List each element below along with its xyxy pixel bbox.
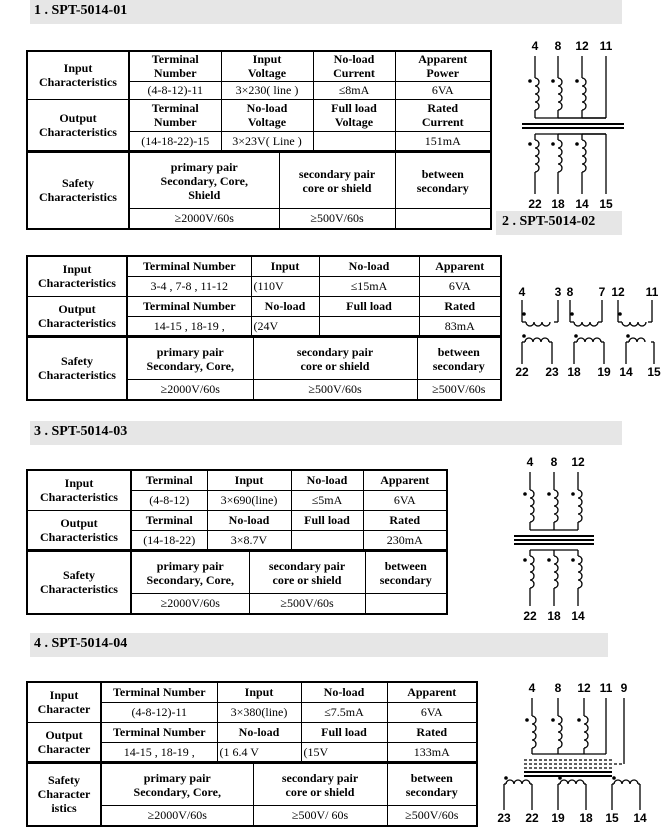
header-between-secondary: between secondary — [387, 764, 477, 806]
cell-value: (4-8-12)-11 — [129, 81, 221, 99]
header-secondary-pair: secondary pair core or shield — [253, 338, 417, 380]
header-terminal: Terminal Number — [101, 682, 217, 702]
section-title: 3 . SPT-5014-03 — [34, 424, 128, 439]
cell-value: ≥500V/ 60s — [253, 806, 387, 826]
header-rated-current: Rated Current — [395, 99, 491, 131]
polarity-dot — [551, 718, 555, 722]
winding — [554, 490, 558, 522]
polarity-dot — [523, 558, 527, 562]
header-noload-voltage: No-load Voltage — [221, 99, 313, 131]
pin-label-12: 12 — [577, 681, 591, 695]
header-terminal: Terminal — [131, 470, 207, 490]
polarity-dot — [547, 492, 551, 496]
cell-value: 3-4 , 7-8 , 11-12 — [127, 276, 251, 296]
winding — [558, 140, 562, 172]
transformer-diagram-4 — [494, 680, 664, 826]
cell-value: 14-15 , 18-19 , — [127, 316, 251, 336]
pin-label-22: 22 — [528, 197, 542, 211]
cell-value: (15V — [301, 742, 387, 762]
winding — [582, 140, 586, 172]
safety-label: Safety Character istics — [27, 764, 101, 826]
spec-table-3-safety — [26, 551, 448, 615]
pin-label-22: 22 — [515, 365, 529, 379]
header-fullload: Full load — [319, 296, 419, 316]
winding — [577, 338, 601, 342]
input-label: Input Character — [27, 682, 101, 722]
pin-label-7: 7 — [598, 285, 606, 299]
cell-value: ≥500V/60s — [253, 380, 417, 400]
spec-table-4 — [26, 681, 478, 763]
header-noload: No-load — [217, 722, 301, 742]
pin-label-4: 4 — [518, 285, 526, 299]
header-secondary-pair: secondary pair core or shield — [279, 153, 395, 209]
polarity-dot — [626, 334, 630, 338]
cell-value: ≥500V/60s — [249, 594, 365, 614]
winding — [584, 716, 588, 748]
header-terminal: Terminal Number — [101, 722, 217, 742]
pin-label-8: 8 — [554, 681, 562, 695]
header-noload: No-load — [207, 510, 291, 530]
section-4-header — [30, 633, 608, 657]
polarity-dot — [551, 142, 555, 146]
header-input: Input — [217, 682, 301, 702]
pin-label-9: 9 — [620, 681, 628, 695]
winding — [578, 490, 582, 522]
section-title: 4 . SPT-5014-04 — [34, 636, 128, 651]
output-label: Output Characteristics — [27, 510, 131, 550]
cell-value — [313, 131, 395, 151]
cell-value — [291, 530, 363, 550]
winding — [629, 338, 645, 342]
pin-label-22: 22 — [523, 609, 537, 623]
cell-value: 151mA — [395, 131, 491, 151]
pin-label-18: 18 — [551, 197, 565, 211]
spec-table-2-safety — [26, 337, 502, 401]
cell-value: 6VA — [395, 81, 491, 99]
header-primary-pair: primary pair Secondary, Core, Shield — [129, 153, 279, 209]
pin-label-15: 15 — [599, 197, 613, 211]
winding — [558, 78, 562, 110]
polarity-dot — [575, 142, 579, 146]
winding — [535, 140, 539, 172]
pin-label-15: 15 — [647, 365, 661, 379]
winding — [530, 490, 534, 522]
cell-value: (4-8-12) — [131, 490, 207, 510]
header-primary-pair: primary pair Secondary, Core, — [131, 552, 249, 594]
pin-label-23: 23 — [545, 365, 559, 379]
polarity-dot — [618, 312, 622, 316]
pin-label-19: 19 — [597, 365, 611, 379]
pin-label-3: 3 — [554, 285, 562, 299]
pin-label-14: 14 — [619, 365, 633, 379]
pin-label-14: 14 — [633, 811, 647, 825]
cell-value: 14-15 , 18-19 , — [101, 742, 217, 762]
header-noload: No-load — [251, 296, 319, 316]
header-fullload: Full load — [291, 510, 363, 530]
winding — [622, 322, 646, 326]
winding — [535, 78, 539, 110]
cell-value: ≥500V/60s — [417, 380, 501, 400]
cell-value: ≥2000V/60s — [129, 209, 279, 229]
header-between-secondary: between secondary — [365, 552, 447, 594]
polarity-dot — [547, 558, 551, 562]
polarity-dot — [504, 776, 508, 780]
pin-label-11: 11 — [599, 39, 613, 53]
pin-label-12: 12 — [611, 285, 625, 299]
winding — [574, 322, 598, 326]
pin-label-4: 4 — [531, 39, 539, 53]
header-fullload: Full load — [301, 722, 387, 742]
header-primary-pair: primary pair Secondary, Core, — [101, 764, 253, 806]
polarity-dot — [570, 312, 574, 316]
winding — [614, 780, 638, 784]
winding — [560, 780, 584, 784]
pin-label-14: 14 — [575, 197, 589, 211]
winding — [506, 780, 530, 784]
winding — [525, 338, 549, 342]
pin-label-11: 11 — [599, 681, 613, 695]
section-3-header — [30, 421, 622, 445]
safety-label: Safety Characteristics — [27, 338, 127, 400]
polarity-dot — [528, 79, 532, 83]
winding — [532, 716, 536, 748]
cell-value: ≤15mA — [319, 276, 419, 296]
cell-value: 3×380(line) — [217, 702, 301, 722]
cell-value: 3×23V( Line ) — [221, 131, 313, 151]
transformer-diagram-2 — [514, 284, 664, 380]
header-secondary-pair: secondary pair core or shield — [253, 764, 387, 806]
output-label: Output Characteristics — [27, 296, 127, 336]
cell-value — [365, 594, 447, 614]
winding — [554, 556, 558, 588]
pin-label-8: 8 — [566, 285, 574, 299]
polarity-dot — [528, 142, 532, 146]
input-label: Input Characteristics — [27, 470, 131, 510]
polarity-dot — [577, 718, 581, 722]
pin-label-18: 18 — [579, 811, 593, 825]
pin-label-4: 4 — [526, 455, 534, 469]
output-label: Output Character — [27, 722, 101, 762]
cell-value: 6VA — [419, 276, 501, 296]
header-between-secondary: between secondary — [395, 153, 491, 209]
safety-label: Safety Characteristics — [27, 552, 131, 614]
input-label: Input Characteristics — [27, 256, 127, 296]
safety-label: Safety Characteristics — [27, 153, 129, 229]
section-title: 2 . SPT-5014-02 — [502, 214, 596, 229]
pin-label-8: 8 — [550, 455, 558, 469]
header-rated: Rated — [387, 722, 477, 742]
input-label: Input Characteristics — [27, 51, 129, 99]
header-secondary-pair: secondary pair core or shield — [249, 552, 365, 594]
cell-value: (110V — [251, 276, 319, 296]
pin-label-11: 11 — [645, 285, 659, 299]
cell-value: (1 6.4 V — [217, 742, 301, 762]
cell-value — [319, 316, 419, 336]
polarity-dot — [523, 492, 527, 496]
cell-value: (14-18-22)-15 — [129, 131, 221, 151]
polarity-dot — [551, 79, 555, 83]
section-2-header — [496, 211, 622, 235]
winding — [578, 556, 582, 588]
cell-value: 3×230( line ) — [221, 81, 313, 99]
pin-label-18: 18 — [567, 365, 581, 379]
cell-value: ≥500V/60s — [279, 209, 395, 229]
cell-value: (14-18-22) — [131, 530, 207, 550]
output-label: Output Characteristics — [27, 99, 129, 151]
polarity-dot — [558, 776, 562, 780]
transformer-diagram-3 — [510, 454, 600, 624]
polarity-dot — [522, 312, 526, 316]
cell-value: (24V — [251, 316, 319, 336]
pin-label-22: 22 — [525, 811, 539, 825]
cell-value: 230mA — [363, 530, 447, 550]
polarity-dot — [525, 718, 529, 722]
cell-value: ≤8mA — [313, 81, 395, 99]
pin-label-19: 19 — [551, 811, 565, 825]
spec-table-2 — [26, 255, 502, 337]
cell-value: 83mA — [419, 316, 501, 336]
header-apparent: Apparent — [363, 470, 447, 490]
cell-value: ≤5mA — [291, 490, 363, 510]
pin-label-15: 15 — [605, 811, 619, 825]
header-noload: No-load — [301, 682, 387, 702]
header-noload: No-load — [319, 256, 419, 276]
pin-label-14: 14 — [571, 609, 585, 623]
winding — [530, 556, 534, 588]
spec-table-1-safety — [26, 152, 492, 230]
polarity-dot — [574, 334, 578, 338]
section-1-header — [30, 0, 622, 24]
winding — [526, 322, 550, 326]
cell-value: (4-8-12)-11 — [101, 702, 217, 722]
pin-label-23: 23 — [497, 811, 511, 825]
header-apparent: Apparent — [387, 682, 477, 702]
header-terminal: Terminal — [131, 510, 207, 530]
polarity-dot — [522, 334, 526, 338]
polarity-dot — [571, 558, 575, 562]
cell-value: ≥2000V/60s — [131, 594, 249, 614]
header-apparent-power: Apparent Power — [395, 51, 491, 81]
winding — [582, 78, 586, 110]
polarity-dot — [571, 492, 575, 496]
spec-table-4-safety — [26, 763, 478, 827]
polarity-dot — [612, 776, 616, 780]
spec-table-3 — [26, 469, 448, 551]
spec-table-1 — [26, 50, 492, 152]
pin-label-4: 4 — [528, 681, 536, 695]
transformer-diagram-1 — [520, 36, 630, 212]
header-terminal: Terminal Number — [129, 51, 221, 81]
cell-value: 133mA — [387, 742, 477, 762]
pin-label-18: 18 — [547, 609, 561, 623]
cell-value: ≤7.5mA — [301, 702, 387, 722]
header-input: Input — [251, 256, 319, 276]
header-terminal: Terminal Number — [127, 296, 251, 316]
cell-value: 3×8.7V — [207, 530, 291, 550]
header-terminal: Terminal Number — [127, 256, 251, 276]
cell-value: 6VA — [363, 490, 447, 510]
header-primary-pair: primary pair Secondary, Core, — [127, 338, 253, 380]
header-noload-current: No-load Current — [313, 51, 395, 81]
cell-value: ≥2000V/60s — [127, 380, 253, 400]
pin-label-12: 12 — [571, 455, 585, 469]
cell-value: ≥2000V/60s — [101, 806, 253, 826]
pin-label-12: 12 — [575, 39, 589, 53]
header-rated: Rated — [363, 510, 447, 530]
cell-value: ≥500V/60s — [387, 806, 477, 826]
header-apparent: Apparent — [419, 256, 501, 276]
pin-label-8: 8 — [554, 39, 562, 53]
cell-value: 6VA — [387, 702, 477, 722]
cell-value: 3×690(line) — [207, 490, 291, 510]
header-rated: Rated — [419, 296, 501, 316]
cell-value — [395, 209, 491, 229]
header-between-secondary: between secondary — [417, 338, 501, 380]
header-input: Input — [207, 470, 291, 490]
header-fullload-voltage: Full load Voltage — [313, 99, 395, 131]
polarity-dot — [575, 79, 579, 83]
header-input-voltage: Input Voltage — [221, 51, 313, 81]
header-noload: No-load — [291, 470, 363, 490]
header-terminal: Terminal Number — [129, 99, 221, 131]
section-title: 1 . SPT-5014-01 — [34, 3, 128, 18]
winding — [558, 716, 562, 748]
